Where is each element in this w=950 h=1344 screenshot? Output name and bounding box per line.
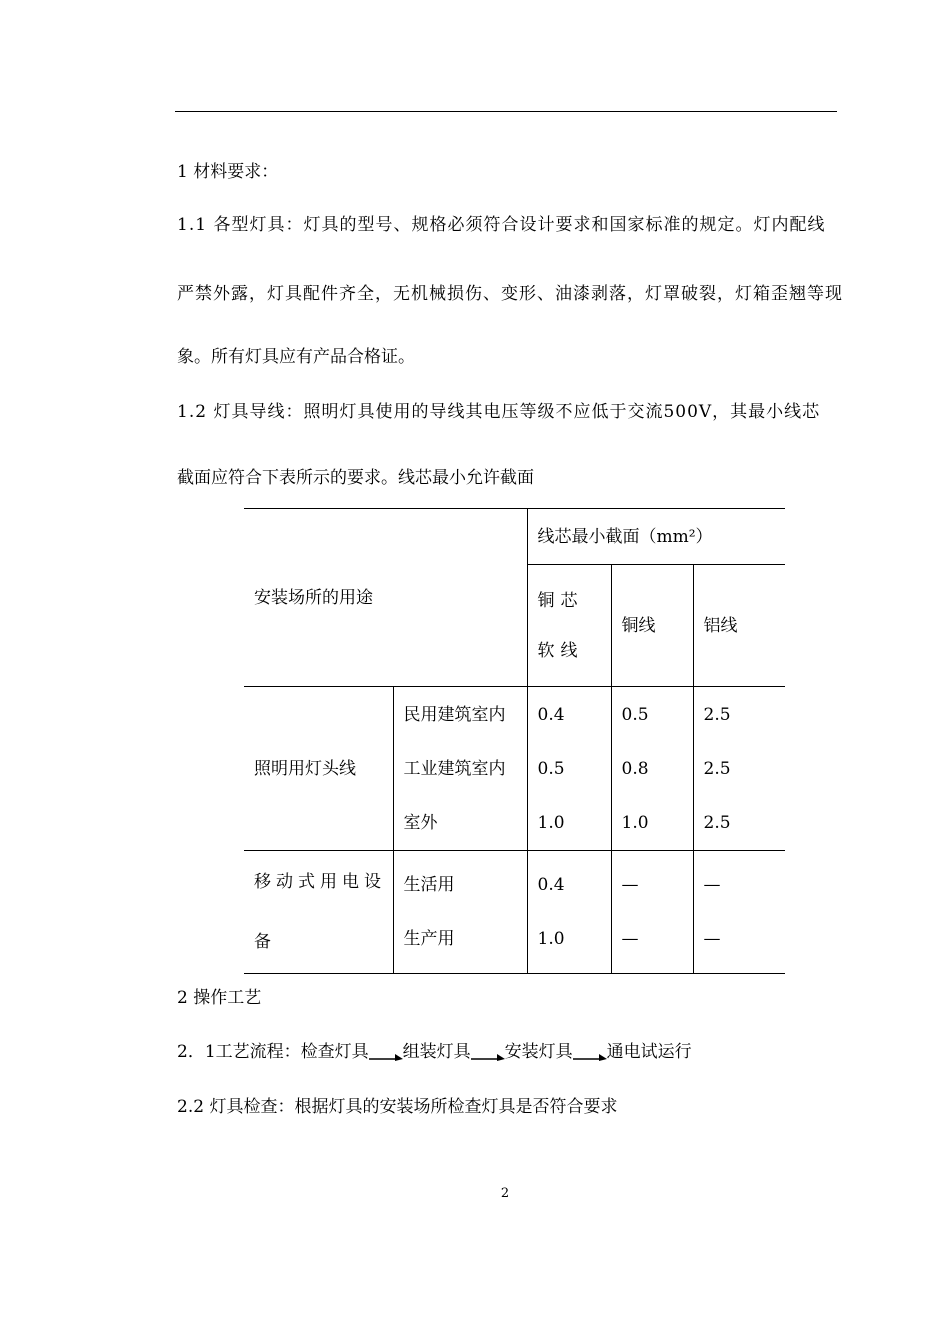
- table-cell: 室外: [403, 812, 438, 833]
- table-cell: —: [703, 875, 721, 895]
- section-1-1-line-3: 象。所有灯具应有产品合格证。: [177, 347, 415, 367]
- flow-step-1: 检查灯具: [300, 1042, 369, 1062]
- table-header-section: 线芯最小截面（mm²）: [527, 509, 785, 565]
- table-cell: 生活用: [403, 875, 455, 895]
- flow-step-2: 组装灯具: [402, 1042, 471, 1062]
- table-header-usage: 安装场所的用途: [244, 509, 527, 687]
- table-cell: —: [621, 929, 639, 949]
- table-cell: 2.5: [703, 704, 731, 725]
- wire-section-table: [244, 508, 785, 974]
- table-group-lighting: 照明用灯头线: [244, 687, 393, 851]
- table-col-aluminum: 铝线: [693, 565, 785, 687]
- table-cell: 2.5: [703, 812, 731, 833]
- table-cell: 0.4: [537, 875, 565, 895]
- table-cell: 1.0: [537, 812, 565, 833]
- flow-arrow-icon: [573, 1049, 607, 1061]
- table-cell: —: [703, 929, 721, 949]
- table-cell-aluminum-1: [693, 687, 785, 851]
- section-1-heading: 1 材料要求：: [177, 162, 279, 182]
- flow-arrow-icon: [369, 1049, 403, 1061]
- table-cell: 1.0: [621, 812, 649, 833]
- table-cell-copper-soft-1: [527, 687, 611, 851]
- table-cell-places-1: [393, 687, 527, 851]
- table-cell: 0.5: [621, 704, 649, 725]
- flow-step-3: 安装灯具: [504, 1042, 573, 1062]
- section-1-1-line-2: 严禁外露，灯具配件齐全，无机械损伤、变形、油漆剥落，灯罩破裂，灯箱歪翘等现: [177, 284, 843, 304]
- table-cell-aluminum-2: [693, 851, 785, 974]
- table-cell: 0.8: [621, 758, 649, 779]
- page-number: 2: [500, 1186, 510, 1201]
- table-cell-places-2: [393, 851, 527, 974]
- flow-arrow-icon: [471, 1049, 505, 1061]
- table-group-mobile: 移动式用电设备: [254, 872, 386, 952]
- section-2-heading: 2 操作工艺: [177, 988, 262, 1008]
- table-cell: 工业建筑室内: [403, 758, 506, 779]
- table-cell: 0.4: [537, 704, 565, 725]
- table-cell-copper-soft-2: [527, 851, 611, 974]
- table-cell: 0.5: [537, 758, 565, 779]
- table-col-copper-soft: 铜芯软线: [537, 590, 584, 661]
- section-1-2-line-1: 1.2 灯具导线：照明灯具使用的导线其电压等级不应低于交流500V，其最小线芯: [177, 402, 821, 422]
- table-cell-copper-1: [611, 687, 693, 851]
- flow-step-4: 通电试运行: [606, 1042, 692, 1062]
- table-cell: 生产用: [403, 929, 455, 949]
- table-cell: —: [621, 875, 639, 895]
- section-1-1-line-1: 1.1 各型灯具：灯具的型号、规格必须符合设计要求和国家标准的规定。灯内配线: [177, 215, 826, 235]
- table-cell: 民用建筑室内: [403, 704, 506, 725]
- section-1-2-line-2: 截面应符合下表所示的要求。线芯最小允许截面: [177, 468, 534, 488]
- table-cell: 1.0: [537, 929, 565, 949]
- table-cell-copper-2: [611, 851, 693, 974]
- process-flow-label: 2．1工艺流程：: [177, 1042, 301, 1062]
- process-flow: [177, 1041, 692, 1063]
- section-2-2: 2.2 灯具检查：根据灯具的安装场所检查灯具是否符合要求: [177, 1097, 618, 1117]
- header-rule: [175, 111, 837, 112]
- table-cell: 2.5: [703, 758, 731, 779]
- table-col-copper: 铜线: [611, 565, 693, 687]
